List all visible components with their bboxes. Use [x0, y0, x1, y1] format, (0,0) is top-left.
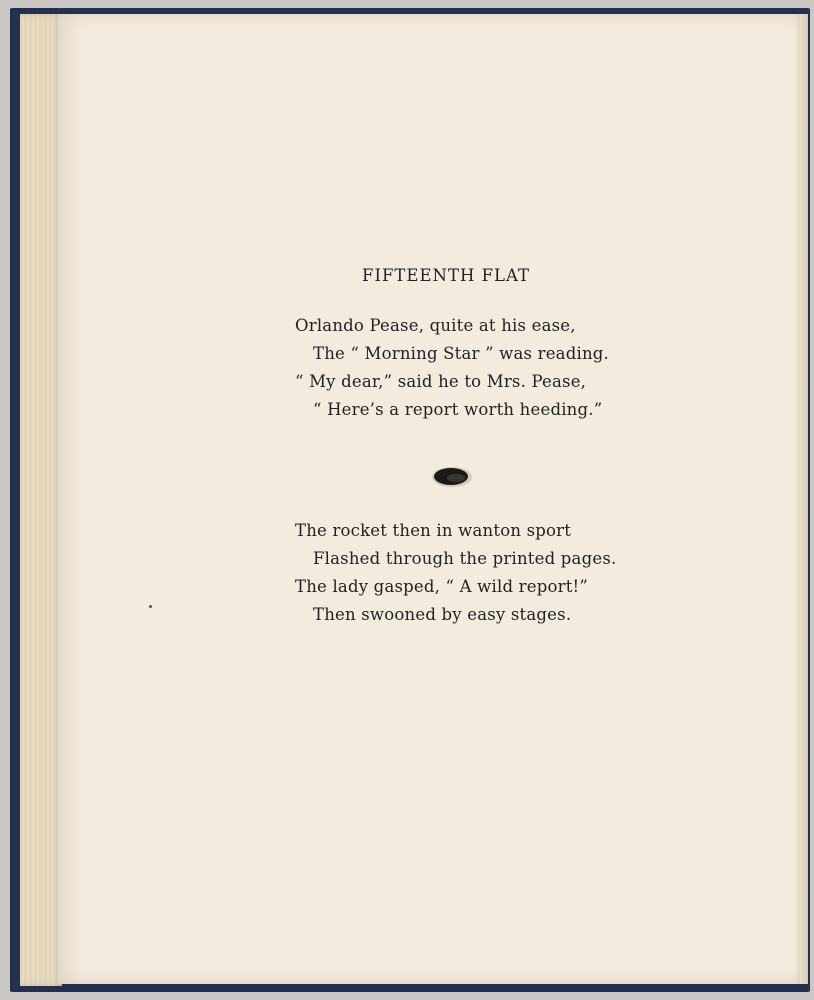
page-right-edge: [800, 14, 808, 984]
page-title: FIFTEENTH FLAT: [362, 266, 531, 285]
verse-line: Flashed through the printed pages.: [313, 549, 617, 568]
stanza-one: [295, 312, 715, 424]
verse-line: Then swooned by easy stages.: [313, 605, 572, 624]
paper-speck: [149, 605, 152, 608]
verse-line: The rocket then in wanton sport: [295, 521, 572, 540]
verse-line: Orlando Pease, quite at his ease,: [295, 316, 576, 335]
stanza-two: [295, 517, 715, 629]
bullet-hole-icon: [431, 466, 473, 488]
page-edges: [20, 14, 62, 986]
verse-line: “ Here’s a report worth heeding.”: [313, 400, 603, 419]
verse-line: The lady gasped, “ A wild report!”: [295, 577, 588, 596]
book-page: [58, 14, 800, 984]
verse-line: The “ Morning Star ” was reading.: [313, 344, 609, 363]
verse-line: “ My dear,” said he to Mrs. Pease,: [295, 372, 587, 391]
